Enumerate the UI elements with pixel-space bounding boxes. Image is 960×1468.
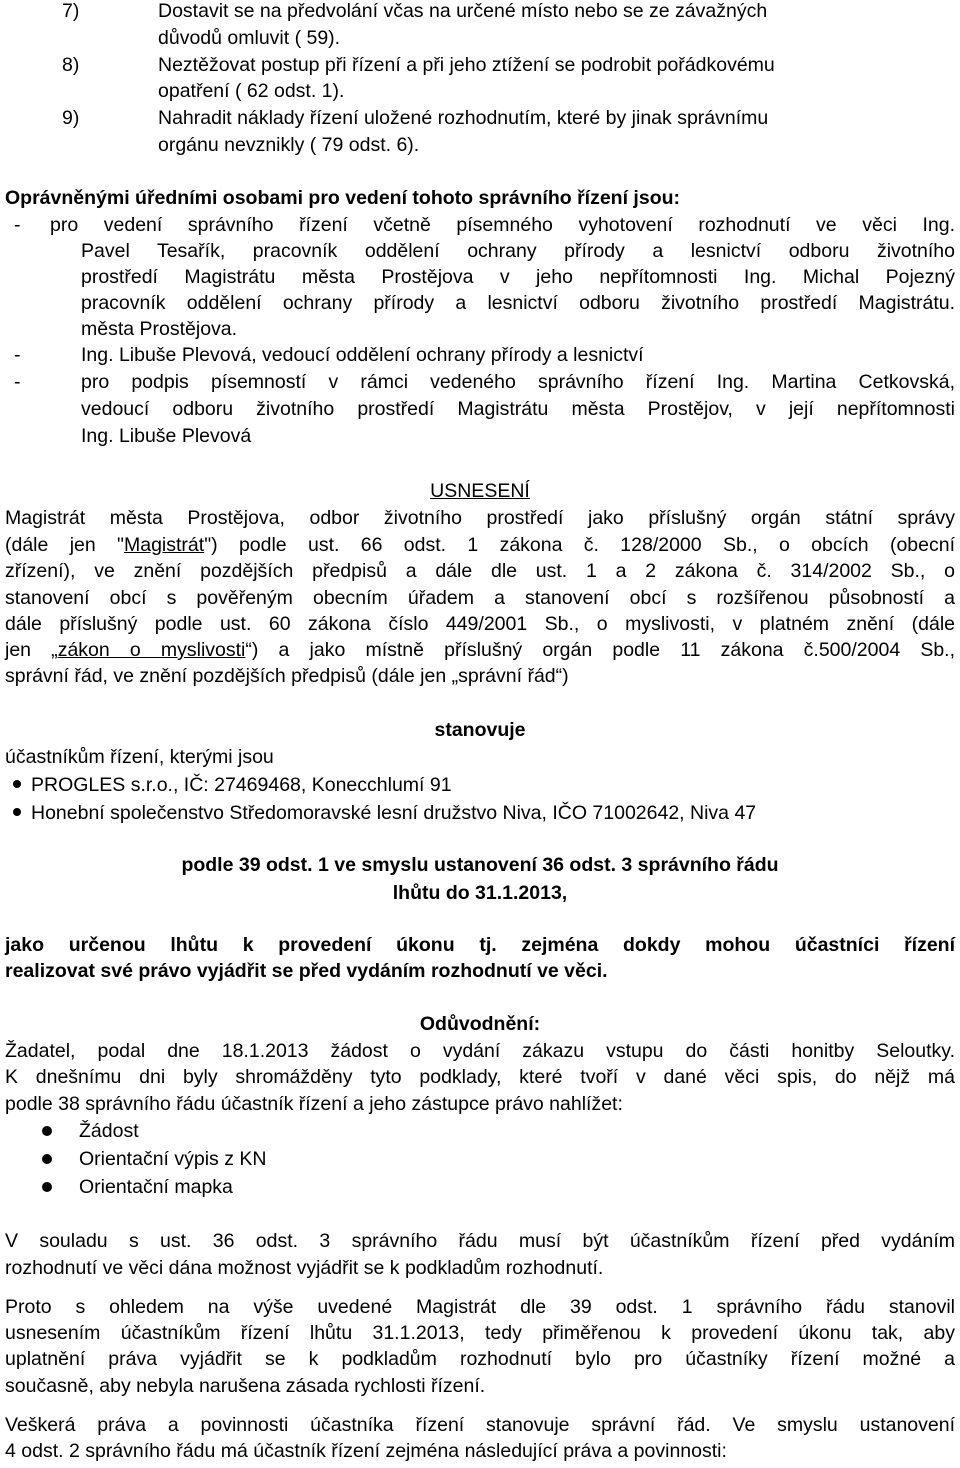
usneseni-text: jen „ xyxy=(5,639,58,661)
authorized-heading: Oprávněnými úředními osobami pro vedení tohoto správního řízení jsou: xyxy=(5,187,681,209)
authorized-text: Ing. Libuše Plevová xyxy=(81,425,252,447)
oduvodneni-heading-text: Odůvodnění: xyxy=(419,1013,541,1035)
bullet-icon xyxy=(13,780,21,788)
deadline: lhůtu do 31.1.2013, xyxy=(392,882,568,904)
party-text: Honební společenstvo Středomoravské lesní družstvo Niva, IČO 71002642, Niva 47 xyxy=(31,802,757,824)
purpose-text: jako určenou lhůtu k provedení úkonu tj. zejména dokdy mohou účastníci řízení xyxy=(5,934,955,956)
bullet-icon xyxy=(13,808,21,816)
legal-basis: podle 39 odst. 1 ve smyslu ustanovení 36 odst. 3 správního řádu xyxy=(181,854,779,876)
list-text: Nahradit náklady řízení uložené rozhodnutím, které by jinak správnímu xyxy=(158,107,769,129)
document-text: Žádost xyxy=(79,1120,139,1142)
usneseni-text: “) a jako místně příslušný orgán podle 11 zákona č.500/2004 Sb., xyxy=(245,639,956,661)
reasoning-text: rozhodnutí ve věci dána možnost vyjádřit se k podkladům rozhodnutí. xyxy=(5,1257,604,1279)
list-number: 7) xyxy=(62,0,80,22)
bullet-icon xyxy=(42,1126,52,1136)
document-text: Orientační výpis z KN xyxy=(79,1148,267,1170)
usneseni-heading-text: USNESENÍ xyxy=(430,480,530,502)
reasoning-text: 4 odst. 2 správního řádu má účastník řízení zejména následující práva a povinnosti: xyxy=(5,1440,727,1462)
party-item xyxy=(13,772,960,799)
authorized-text: prostředí Magistrátu města Prostějova v jeho nepřítomnosti Ing. Michal Pojezný xyxy=(81,266,955,288)
list-text: Neztěžovat postup při řízení a při jeho ztížení se podrobit pořádkovému xyxy=(158,54,775,76)
reasoning-text: uplatnění práva vyjádřit se k podkladům rozhodnutí bylo pro účastníky řízení možné a xyxy=(5,1348,955,1370)
authorized-text: vedoucí odboru životního prostředí Magistrátu města Prostějov, v její nepřítomnosti xyxy=(81,398,955,420)
authorized-text: města Prostějova. xyxy=(81,318,238,340)
list-number: 8) xyxy=(62,54,80,76)
authorized-text: pracovník oddělení ochrany přírody a lesnictví odboru životního prostředí Magistrátu. xyxy=(81,292,955,314)
list-text: orgánu nevznikly ( 79 odst. 6). xyxy=(158,134,420,156)
authorized-text: Ing. Libuše Plevová, vedoucí oddělení ochrany přírody a lesnictví xyxy=(81,344,644,366)
usneseni-text: ") podle ust. 66 odst. 1 zákona č. 128/2000 Sb., o obcích (obecní xyxy=(204,534,955,556)
usneseni-text: správní řád, ve znění pozdějších předpisů (dále jen „správní řád“) xyxy=(5,665,569,687)
purpose-text: realizovat své právo vyjádřit se před vydáním rozhodnutí ve věci. xyxy=(5,960,608,982)
usneseni-heading xyxy=(0,478,960,505)
list-text: opatření ( 62 odst. 1). xyxy=(158,80,345,102)
reasoning-text: usnesením účastníkům řízení lhůtu 31.1.2013, tedy přiměřenou k provedení úkonu tak, aby xyxy=(5,1322,955,1344)
oduvodneni-heading xyxy=(0,1011,960,1038)
document-text: Orientační mapka xyxy=(79,1176,233,1198)
list-item xyxy=(0,52,960,79)
list-text: Dostavit se na předvolání včas na určené místo nebo se ze závažných xyxy=(158,0,768,22)
reasoning-text: Veškerá práva a povinnosti účastníka řízení stanovuje správní řád. Ve smyslu ustanovení xyxy=(5,1414,955,1436)
list-item-cont xyxy=(0,25,960,52)
usneseni-text: stanovení obcí s pověřeným obecním úřadem a stanovení obcí s rozšířenou působností a xyxy=(5,587,955,609)
authorized-item xyxy=(0,342,960,369)
reasoning-text: K dnešnímu dni byly shromážděny tyto podklady, které tvoří v dané věci spis, do nějž má xyxy=(5,1066,955,1088)
magistrat-term: Magistrát xyxy=(123,534,205,556)
usneseni-line xyxy=(5,637,955,664)
usneseni-line xyxy=(5,532,955,559)
stanovuje-heading: stanovuje xyxy=(434,719,526,741)
authorized-text: pro vedení správního řízení včetně písemného vyhotovení rozhodnutí ve věci Ing. xyxy=(50,214,955,236)
party-item xyxy=(13,800,960,827)
law-term: zákon o myslivosti xyxy=(57,639,246,661)
stanovuje-intro: účastníkům řízení, kterými jsou xyxy=(5,746,274,768)
dash-marker: - xyxy=(14,371,21,393)
list-item-cont xyxy=(0,78,960,105)
reasoning-text: podle 38 správního řádu účastník řízení a jeho zástupce právo nahlížet: xyxy=(5,1093,623,1115)
authorized-text: Pavel Tesařík, pracovník oddělení ochrany přírody a lesnictví odboru životního xyxy=(81,240,955,262)
reasoning-text: V souladu s ust. 36 odst. 3 správního řádu musí být účastníkům řízení před vydáním xyxy=(5,1230,955,1252)
bullet-icon xyxy=(42,1154,52,1164)
usneseni-text: (dále jen " xyxy=(5,534,124,556)
list-item xyxy=(0,0,960,25)
reasoning-text: současně, aby nebyla narušena zásada rychlosti řízení. xyxy=(5,1375,486,1397)
bullet-icon xyxy=(42,1182,52,1192)
authorized-text: pro podpis písemností v rámci vedeného správního řízení Ing. Martina Cetkovská, xyxy=(81,371,955,393)
usneseni-text: Magistrát města Prostějova, odbor životního prostředí jako příslušný orgán státní správy xyxy=(5,507,955,529)
dash-marker: - xyxy=(14,344,21,366)
usneseni-text: dále příslušný podle ust. 60 zákona číslo 449/2001 Sb., o myslivosti, v platném znění (dále xyxy=(5,613,955,635)
reasoning-text: Proto s ohledem na výše uvedené Magistrát dle 39 odst. 1 správního řádu stanovil xyxy=(5,1296,955,1318)
document-item xyxy=(0,1146,960,1173)
document-item xyxy=(0,1118,960,1145)
dash-marker: - xyxy=(14,214,21,236)
list-number: 9) xyxy=(62,107,80,129)
usneseni-text: zřízení), ve znění pozdějších předpisů a dále dle ust. 1 a 2 zákona č. 314/2002 Sb., o xyxy=(5,560,955,582)
list-item-cont xyxy=(0,132,960,159)
document-item xyxy=(0,1174,960,1201)
authorized-item xyxy=(0,212,960,239)
list-text: důvodů omluvit ( 59). xyxy=(158,27,341,49)
list-item xyxy=(0,105,960,132)
reasoning-text: Žadatel, podal dne 18.1.2013 žádost o vydání zákazu vstupu do části honitby Seloutky. xyxy=(5,1040,955,1062)
party-text: PROGLES s.r.o., IČ: 27469468, Konecchlumí 91 xyxy=(31,774,452,796)
authorized-item xyxy=(0,369,960,396)
